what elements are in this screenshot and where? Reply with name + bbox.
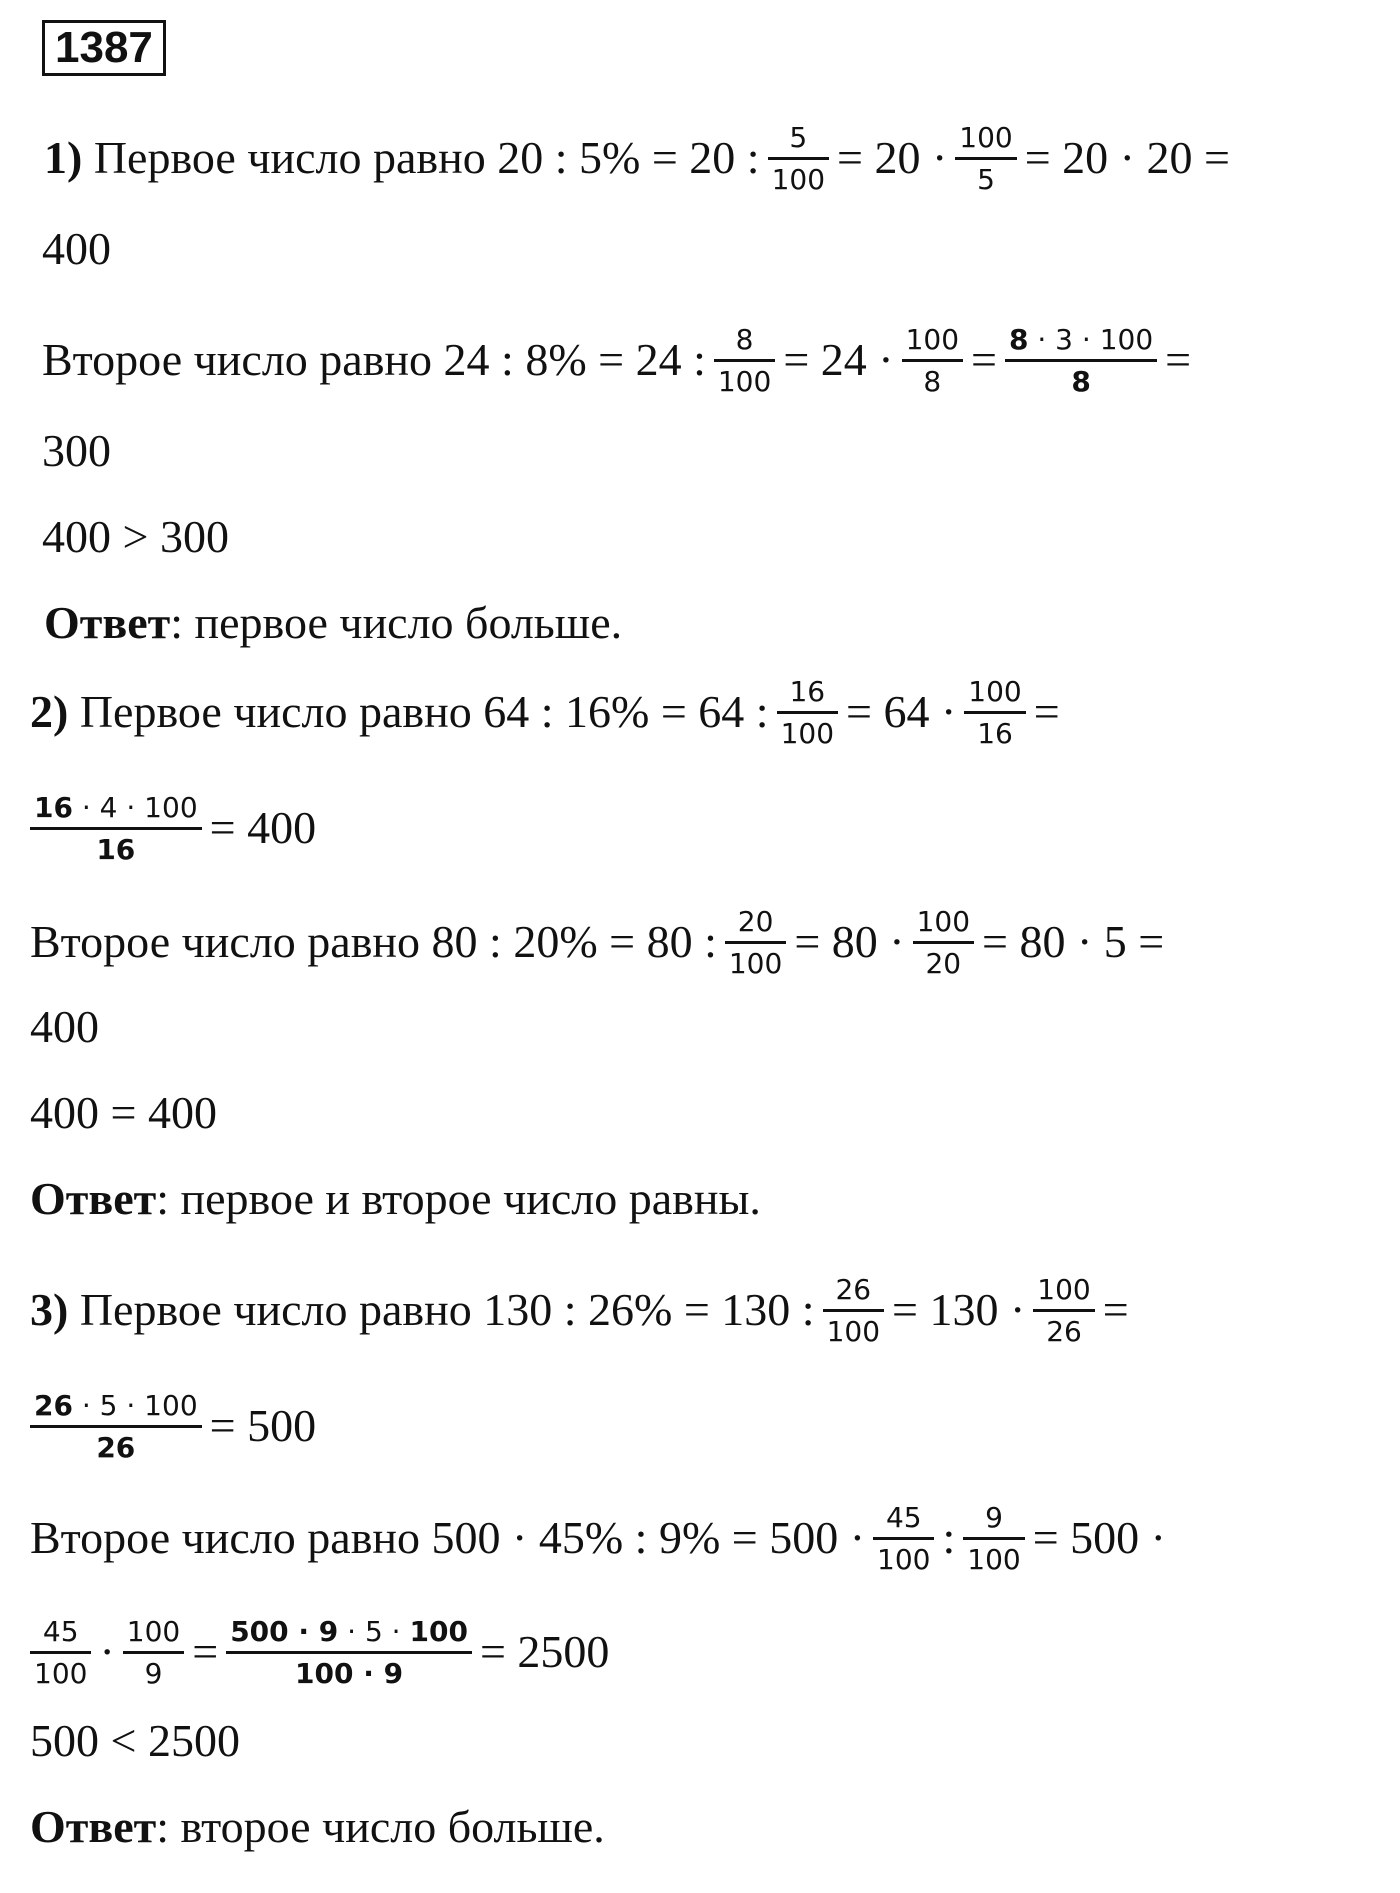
frac-num-part: · 4 · 100 bbox=[72, 791, 198, 824]
p2-l3-frac2 bbox=[913, 904, 974, 981]
frac-num-part: 16 bbox=[34, 791, 73, 824]
p3-line1 bbox=[30, 1273, 1129, 1353]
p1-l3-text: Второе число равно 24 : 8% = 24 : bbox=[42, 334, 706, 386]
answer-text: : первое и второе число равны. bbox=[156, 1173, 761, 1224]
p3-l4-end: = 2500 bbox=[479, 1626, 610, 1678]
p2-l1-end: = bbox=[1033, 686, 1060, 738]
p3-l2-end: = 500 bbox=[209, 1400, 317, 1452]
frac-numerator: 100 bbox=[964, 674, 1025, 714]
p1-l3-frac3 bbox=[1005, 322, 1157, 399]
p3-line2 bbox=[22, 1389, 317, 1469]
frac-num-part: 26 bbox=[34, 1389, 73, 1422]
frac-denominator: 26 bbox=[1046, 1315, 1082, 1348]
p2-label: 2) bbox=[30, 686, 69, 738]
frac-denominator: 20 bbox=[925, 947, 962, 980]
frac-denominator: 100 · 9 bbox=[295, 1657, 404, 1690]
answer-label: Ответ bbox=[30, 1173, 157, 1224]
frac-numerator: 16 bbox=[777, 674, 838, 714]
p1-l1-mid1: = 20 · bbox=[837, 132, 948, 184]
p1-l3-end: = bbox=[1165, 334, 1192, 386]
frac-denominator: 100 bbox=[780, 717, 835, 750]
p1-line5: 400 > 300 bbox=[42, 511, 229, 562]
p2-l3-frac1 bbox=[725, 904, 786, 981]
frac-denominator: 8 bbox=[923, 365, 942, 398]
p2-line4: 400 bbox=[30, 1001, 99, 1052]
frac-numerator: 45 bbox=[873, 1500, 934, 1540]
frac-denominator: 100 bbox=[728, 947, 783, 980]
p1-l1-frac1 bbox=[768, 120, 829, 197]
p1-line3 bbox=[42, 323, 1192, 403]
p2-line2 bbox=[22, 791, 317, 871]
p2-l1-text: Первое число равно 64 : 16% = 64 : bbox=[68, 686, 769, 738]
p3-l3-frac1 bbox=[873, 1500, 934, 1577]
p3-l4-frac3 bbox=[226, 1614, 472, 1691]
p3-l1-frac2 bbox=[1033, 1272, 1094, 1349]
frac-numerator: 100 bbox=[913, 904, 974, 944]
frac-numerator bbox=[30, 790, 202, 830]
p3-l4-mid1: · bbox=[99, 1626, 115, 1678]
frac-numerator: 26 bbox=[823, 1272, 884, 1312]
p1-l3-mid1: = 24 · bbox=[783, 334, 894, 386]
frac-denominator: 100 bbox=[877, 1543, 931, 1576]
p3-l4-mid2: = bbox=[192, 1626, 219, 1678]
answer-text: : первое число больше. bbox=[170, 597, 623, 648]
p2-line3 bbox=[30, 905, 1165, 985]
p3-l1-text: Первое число равно 130 : 26% = 130 : bbox=[68, 1284, 815, 1336]
p1-l1-frac2 bbox=[955, 120, 1016, 197]
p3-l4-frac2 bbox=[123, 1614, 184, 1691]
frac-denominator: 100 bbox=[826, 1315, 881, 1348]
p3-l3-mid1: : bbox=[942, 1512, 956, 1564]
frac-num-part: 100 bbox=[1099, 323, 1154, 356]
frac-num-part: · 5 · bbox=[338, 1615, 410, 1648]
p3-l1-frac1 bbox=[823, 1272, 884, 1349]
p1-line2: 400 bbox=[42, 223, 111, 274]
p2-l3-mid1: = 80 · bbox=[794, 916, 905, 968]
frac-num-part: · 5 · 100 bbox=[72, 1389, 198, 1422]
frac-numerator: 45 bbox=[30, 1614, 91, 1654]
p1-answer bbox=[44, 597, 623, 648]
p1-l3-frac2 bbox=[902, 322, 963, 399]
p2-l1-frac2 bbox=[964, 674, 1025, 751]
p3-l3-end: = 500 · bbox=[1032, 1512, 1166, 1564]
p1-l3-mid2: = bbox=[971, 334, 997, 386]
frac-num-part: · 3 · bbox=[1028, 323, 1100, 356]
p3-l3-text: Второе число равно 500 · 45% : 9% = 500 · bbox=[30, 1512, 866, 1564]
frac-denominator bbox=[30, 830, 202, 867]
frac-numerator bbox=[226, 1614, 472, 1654]
p2-l2-end: = 400 bbox=[209, 802, 317, 854]
frac-denominator: 9 bbox=[144, 1657, 163, 1690]
frac-num-part: 100 bbox=[409, 1615, 468, 1648]
frac-numerator: 9 bbox=[963, 1500, 1024, 1540]
problem-number: 1387 bbox=[42, 20, 166, 76]
frac-numerator: 100 bbox=[955, 120, 1016, 160]
frac-den-part: 16 bbox=[96, 833, 136, 866]
frac-denominator: 100 bbox=[771, 163, 826, 196]
p2-line1 bbox=[30, 675, 1060, 755]
p3-l3-frac2 bbox=[963, 1500, 1024, 1577]
p1-line1 bbox=[44, 121, 1230, 201]
frac-den-part: 26 bbox=[96, 1431, 136, 1464]
frac-denominator: 100 bbox=[34, 1657, 88, 1690]
frac-numerator: 8 bbox=[714, 322, 775, 362]
p3-answer bbox=[30, 1801, 605, 1852]
frac-numerator: 5 bbox=[768, 120, 829, 160]
p3-l1-end: = bbox=[1102, 1284, 1129, 1336]
frac-numerator: 100 bbox=[1033, 1272, 1094, 1312]
frac-den-part: 8 bbox=[1071, 365, 1091, 398]
p1-l3-frac1 bbox=[714, 322, 775, 399]
p2-l2-frac bbox=[30, 790, 202, 867]
frac-numerator: 20 bbox=[725, 904, 786, 944]
p1-line4: 300 bbox=[42, 425, 111, 476]
frac-denominator: 16 bbox=[977, 717, 1013, 750]
p2-line5: 400 = 400 bbox=[30, 1087, 217, 1138]
frac-denominator: 100 bbox=[717, 365, 772, 398]
p3-line5: 500 < 2500 bbox=[30, 1715, 240, 1766]
p3-line3 bbox=[30, 1501, 1166, 1581]
p3-l4-frac1 bbox=[30, 1614, 91, 1691]
p3-l2-frac bbox=[30, 1388, 202, 1465]
p3-l1-mid1: = 130 · bbox=[892, 1284, 1026, 1336]
p1-l1-end: = 20 · 20 = bbox=[1024, 132, 1230, 184]
frac-numerator bbox=[30, 1388, 202, 1428]
p3-line4 bbox=[22, 1615, 610, 1695]
frac-denominator bbox=[30, 1428, 202, 1465]
answer-label: Ответ bbox=[44, 597, 171, 648]
p2-l3-text: Второе число равно 80 : 20% = 80 : bbox=[30, 916, 717, 968]
frac-denominator: 5 bbox=[977, 163, 995, 196]
frac-denominator bbox=[1005, 362, 1157, 399]
answer-label: Ответ bbox=[30, 1801, 157, 1852]
p3-label: 3) bbox=[30, 1284, 69, 1336]
p1-label: 1) bbox=[44, 132, 83, 184]
p1-l1-text: Первое число равно 20 : 5% = 20 : bbox=[82, 132, 760, 184]
frac-num-part: 500 · bbox=[230, 1615, 319, 1648]
p2-l1-frac1 bbox=[777, 674, 838, 751]
frac-numerator bbox=[1005, 322, 1157, 362]
frac-num-part: 9 bbox=[318, 1615, 339, 1648]
p2-l1-mid1: = 64 · bbox=[846, 686, 957, 738]
p2-answer bbox=[30, 1173, 761, 1224]
frac-num-part: 8 bbox=[1008, 323, 1029, 356]
frac-numerator: 100 bbox=[902, 322, 963, 362]
answer-text: : второе число больше. bbox=[156, 1801, 605, 1852]
p2-l3-end: = 80 · 5 = bbox=[982, 916, 1165, 968]
frac-numerator: 100 bbox=[123, 1614, 184, 1654]
frac-denominator: 100 bbox=[967, 1543, 1021, 1576]
